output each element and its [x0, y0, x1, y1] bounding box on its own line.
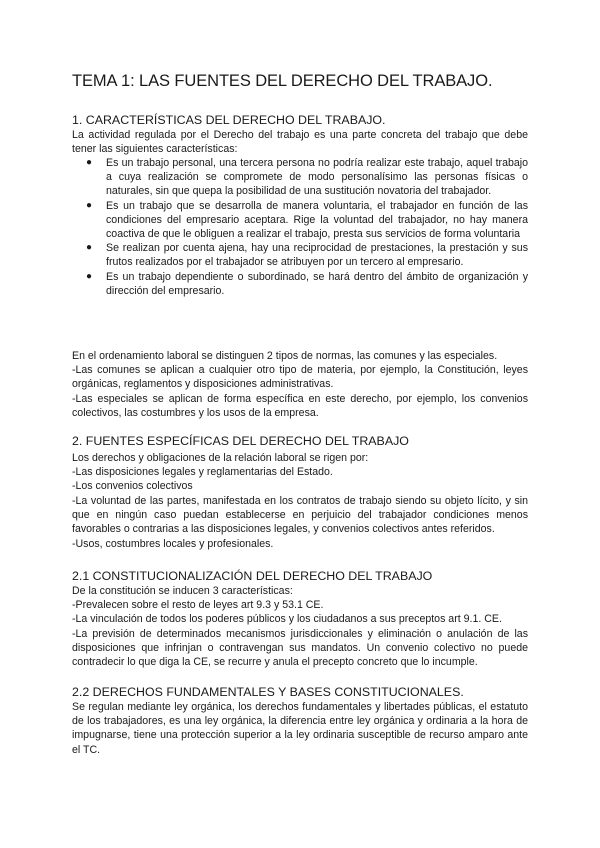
section-2-2-heading: 2.2 DERECHOS FUNDAMENTALES Y BASES CONSTITUCIONALES. — [72, 685, 464, 699]
norms-paragraph: En el ordenamiento laboral se distinguen 2 tipos de normas, las comunes y las especiales. — [72, 350, 498, 362]
bullet-icon: ● — [86, 270, 93, 282]
list-item-text: Es un trabajo que se desarrolla de manera voluntaria, el trabajador en función de las condiciones del empresario aceptara. Rige la voluntad del trabajador, no hay manera coactiva de que le obliguen a realizar el trabajo, presta sus servicios de forma voluntaria — [106, 199, 528, 241]
section-2-1-heading: 2.1 CONSTITUCIONALIZACIÓN DEL DERECHO DEL TRABAJO — [72, 569, 433, 583]
bullet-icon: ● — [86, 157, 93, 168]
list-item — [80, 241, 528, 269]
list-item-text: Se realizan por cuenta ajena, hay una reciprocidad de prestaciones, la prestación y sus frutos realizados por el trabajador se atribuyen por un tercero al empresario. — [106, 242, 528, 269]
list-item — [80, 270, 528, 298]
section-2-heading: 2. FUENTES ESPECÍFICAS DEL DERECHO DEL TRABAJO — [72, 434, 409, 448]
voluntad-paragraph: -La voluntad de las partes, manifestada en los contratos de trabajo siendo su objeto lícito, y sin que en ningún caso puedan establecerse en perjuicio del trabajador condiciones menos favorables o contrarias a las disposiciones legales, y convenios colectivos antes referidos. — [72, 495, 528, 536]
page-title: TEMA 1: LAS FUENTES DEL DERECHO DEL TRABAJO. — [72, 72, 493, 90]
prevision-paragraph: -La previsión de determinados mecanismos jurisdiccionales y eliminación o anulación de las disposiciones que infrinjan o contravengan sus mandatos. Un convenio colectivo no puede contradecir lo que diga la CE, se recurre y anula el precepto concreto que lo incumple. — [72, 628, 528, 669]
bullet-icon: ● — [86, 242, 93, 254]
especiales-paragraph: -Las especiales se aplican de forma específica en este derecho, por ejemplo, los convenios colectivos, las costumbres y los usos de la empresa. — [72, 393, 528, 420]
section-2-1-intro: De la constitución se inducen 3 características: — [72, 585, 293, 597]
section-1-heading: 1. CARACTERÍSTICAS DEL DERECHO DEL TRABAJO. — [72, 113, 386, 127]
section-2-list — [72, 451, 528, 494]
list-item — [80, 199, 528, 242]
characteristics-list — [80, 156, 528, 298]
list-item-text: Es un trabajo personal, una tercera persona no podría realizar este trabajo, aquel trabajo a cuya realización se compromete de modo personalísimo las personas físicas o naturales, sin que quepa la posibilidad de una sustitución novatoria del trabajador. — [106, 157, 528, 198]
usos-paragraph: -Usos, costumbres locales y profesionales. — [72, 538, 274, 550]
bullet-icon: ● — [86, 199, 93, 211]
list-item: -Las disposiciones legales y reglamentarias del Estado. — [72, 466, 333, 479]
section-1-intro: La actividad regulada por el Derecho del trabajo es una parte concreta del trabajo que debe tener las siguientes características: — [72, 129, 528, 156]
section-2-2-body: Se regulan mediante ley orgánica, los derechos fundamentales y libertades públicas, el estatuto de los trabajadores, es una ley orgánica, la diferencia entre ley orgánica y ordinaria a la hora de impugnarse, tiene una protección superior a la ley ordinaria susceptible de recurso amparo ante el TC. — [72, 701, 528, 756]
section-2-intro: Los derechos y obligaciones de la relación laboral se rigen por: — [72, 452, 369, 464]
list-item: -Prevalecen sobre el resto de leyes art 9.3 y 53.1 CE. — [72, 599, 324, 612]
comunes-paragraph: -Las comunes se aplican a cualquier otro tipo de materia, por ejemplo, la Constitución, leyes orgánicas, reglamentos y disposiciones administrativas. — [72, 364, 528, 391]
section-2-1-list — [72, 584, 528, 627]
list-item: -Los convenios colectivos — [72, 480, 193, 493]
list-item — [80, 156, 528, 199]
list-item-text: Es un trabajo dependiente o subordinado, se hará dentro del ámbito de organización y dirección del empresario. — [106, 270, 528, 297]
list-item: -La vinculación de todos los poderes públicos y los ciudadanos a sus preceptos art 9.1. CE. — [72, 613, 502, 626]
